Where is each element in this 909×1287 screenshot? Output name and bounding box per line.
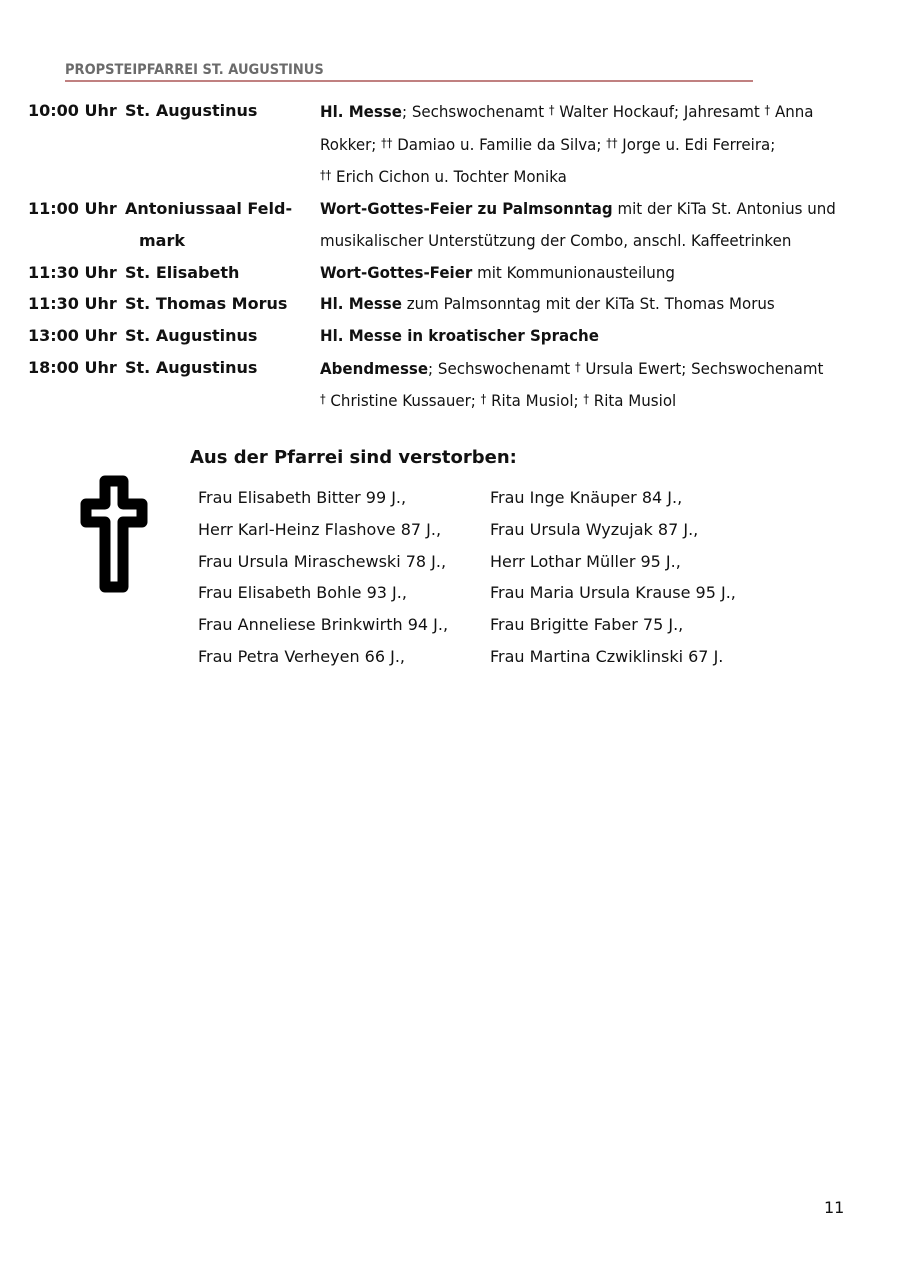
dagger-symbol: †† bbox=[381, 135, 393, 150]
deceased-name: Frau Petra Verheyen 66 J., bbox=[198, 646, 406, 666]
service-description bbox=[320, 95, 888, 193]
service-details: musikalischer Unterstützung der Combo, anschl. Kaffeetrinken bbox=[320, 230, 792, 250]
dagger-symbol: † bbox=[548, 103, 555, 117]
service-time: 13:00 Uhr bbox=[28, 325, 117, 345]
dagger-symbol: † bbox=[583, 392, 589, 407]
service-time: 11:30 Uhr bbox=[28, 262, 117, 282]
page-number: 11 bbox=[824, 1198, 845, 1217]
deceased-heading: Aus der Pfarrei sind verstorben: bbox=[190, 447, 517, 468]
service-details: mit der KiTa St. Antonius und bbox=[612, 199, 836, 219]
deceased-name: Frau Ursula Miraschewski 78 J., bbox=[198, 551, 447, 571]
deceased-list bbox=[198, 482, 790, 673]
dagger-symbol: † bbox=[574, 359, 581, 374]
page-header bbox=[65, 62, 753, 82]
deceased-name: Frau Ursula Wyzujak 87 J., bbox=[490, 519, 699, 539]
description-line bbox=[320, 320, 888, 352]
deceased-name: Frau Inge Knäuper 84 J., bbox=[490, 488, 683, 507]
service-description bbox=[320, 257, 888, 289]
location-line: St. Elisabeth bbox=[125, 262, 240, 282]
schedule-row bbox=[28, 95, 888, 193]
deceased-name: Frau Elisabeth Bitter 99 J., bbox=[198, 488, 407, 507]
service-type: Hl. Messe in kroatischer Sprache bbox=[320, 325, 599, 345]
location-line: St. Augustinus bbox=[125, 325, 258, 345]
service-type: Hl. Messe bbox=[320, 294, 402, 314]
service-schedule bbox=[28, 95, 888, 417]
service-description bbox=[320, 352, 888, 417]
description-line bbox=[320, 288, 888, 320]
deceased-name: Herr Karl-Heinz Flashove 87 J., bbox=[198, 519, 442, 539]
service-details: Rokker; †† Damiao u. Familie da Silva; †† Jorge u. Edi Ferreira; bbox=[320, 134, 776, 154]
description-line bbox=[320, 225, 888, 257]
description-line bbox=[320, 160, 888, 193]
schedule-row bbox=[28, 352, 888, 417]
location-line: St. Thomas Morus bbox=[125, 294, 288, 314]
dagger-symbol: † bbox=[480, 392, 487, 407]
service-type: Abendmesse bbox=[320, 358, 429, 378]
service-time: 18:00 Uhr bbox=[28, 357, 117, 377]
description-line bbox=[320, 128, 888, 161]
service-location bbox=[125, 320, 320, 352]
dagger-symbol: †† bbox=[606, 135, 618, 150]
dagger-symbol: † bbox=[764, 103, 771, 117]
dagger-symbol: † bbox=[320, 392, 326, 407]
deceased-name: Frau Maria Ursula Krause 95 J., bbox=[490, 583, 736, 603]
deceased-column-1 bbox=[198, 482, 490, 673]
description-line bbox=[320, 384, 888, 417]
service-description bbox=[320, 193, 888, 256]
service-description bbox=[320, 288, 888, 320]
service-type: Wort-Gottes-Feier bbox=[320, 262, 473, 282]
description-line bbox=[320, 352, 888, 385]
service-time: 11:30 Uhr bbox=[28, 294, 117, 314]
location-line: Antoniussaal Feld- bbox=[125, 199, 293, 219]
service-location bbox=[125, 288, 320, 320]
deceased-name: Frau Elisabeth Bohle 93 J., bbox=[198, 583, 407, 603]
deceased-column-2 bbox=[490, 482, 790, 673]
location-line: mark bbox=[139, 230, 185, 250]
service-details: zum Palmsonntag mit der KiTa St. Thomas Morus bbox=[401, 294, 775, 314]
service-location bbox=[125, 257, 320, 289]
location-line: St. Augustinus bbox=[125, 357, 258, 377]
service-details: † Christine Kussauer; † Rita Musiol; † Rita Musiol bbox=[320, 391, 677, 411]
cross-icon bbox=[80, 475, 148, 593]
service-details: ; Sechswochenamt † Ursula Ewert; Sechswochenamt bbox=[428, 358, 824, 378]
deceased-name: Frau Brigitte Faber 75 J., bbox=[490, 615, 684, 635]
description-line bbox=[320, 257, 888, 289]
schedule-row bbox=[28, 257, 888, 289]
parish-name: PROPSTEIPFARREI ST. AUGUSTINUS bbox=[65, 62, 324, 78]
service-location bbox=[125, 95, 320, 127]
service-type: Wort-Gottes-Feier zu Palmsonntag bbox=[320, 199, 613, 219]
service-location bbox=[125, 193, 320, 256]
service-description bbox=[320, 320, 888, 352]
service-details: ; Sechswochenamt † Walter Hockauf; Jahresamt † Anna bbox=[401, 102, 814, 121]
dagger-symbol: †† bbox=[320, 168, 332, 183]
deceased-name: Frau Martina Czwiklinski 67 J. bbox=[490, 646, 724, 666]
service-time: 10:00 Uhr bbox=[28, 101, 117, 120]
deceased-name: Frau Anneliese Brinkwirth 94 J., bbox=[198, 615, 449, 635]
service-details: †† Erich Cichon u. Tochter Monika bbox=[320, 167, 567, 187]
service-time: 11:00 Uhr bbox=[28, 199, 117, 219]
service-type: Hl. Messe bbox=[320, 102, 402, 121]
location-line: St. Augustinus bbox=[125, 101, 258, 120]
service-details: mit Kommunionausteilung bbox=[472, 262, 675, 282]
schedule-row bbox=[28, 288, 888, 320]
schedule-row bbox=[28, 193, 888, 256]
schedule-row bbox=[28, 320, 888, 352]
description-line bbox=[320, 95, 888, 128]
deceased-name: Herr Lothar Müller 95 J., bbox=[490, 551, 681, 571]
description-line bbox=[320, 193, 888, 225]
service-location bbox=[125, 352, 320, 384]
